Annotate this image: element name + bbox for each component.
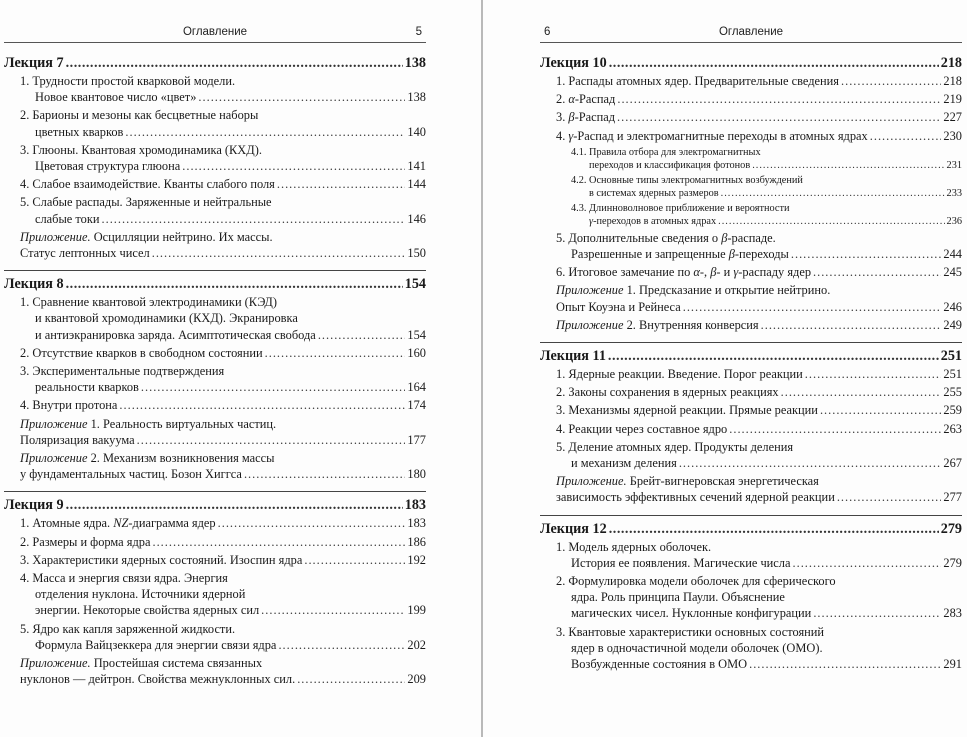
toc-line bbox=[556, 384, 962, 400]
entry-text: Лекция 9 bbox=[4, 497, 64, 514]
entry-text: Статус лептонных чисел bbox=[20, 246, 150, 261]
entry-page-number: 186 bbox=[407, 534, 426, 549]
page-number: 6 bbox=[544, 26, 551, 38]
lecture-block bbox=[540, 54, 962, 333]
toc-entry[interactable] bbox=[556, 230, 962, 262]
entry-page-number: 259 bbox=[943, 403, 962, 418]
entry-page-number: 251 bbox=[940, 348, 962, 365]
dot-leader bbox=[66, 496, 403, 515]
dot-leader bbox=[870, 128, 942, 144]
entry-text: переходов и классификация фотонов bbox=[589, 159, 751, 171]
entry-line: ядра. Роль принципа Паули. Объяснение bbox=[571, 590, 785, 605]
toc-entry[interactable] bbox=[556, 366, 962, 382]
toc-entry[interactable] bbox=[556, 384, 962, 400]
toc-line bbox=[20, 245, 426, 261]
entry-page-number: 230 bbox=[943, 128, 962, 143]
appendix-entry[interactable] bbox=[556, 282, 962, 314]
lecture-heading[interactable] bbox=[540, 342, 962, 366]
entry-page-number: 231 bbox=[946, 159, 962, 171]
lecture-block bbox=[4, 491, 426, 687]
entry-text: γ-переходов в атомных ядрах bbox=[589, 215, 717, 227]
entry-line: Приложение. Брейт-вигнеровская энергетическая bbox=[556, 474, 819, 489]
toc-line bbox=[20, 124, 426, 140]
toc-line bbox=[556, 366, 962, 382]
dot-leader bbox=[182, 158, 405, 174]
entry-text: магических чисел. Нуклонные конфигурации bbox=[571, 606, 812, 621]
entry-page-number: 174 bbox=[407, 398, 426, 413]
page-gutter bbox=[481, 0, 483, 737]
lecture-block bbox=[540, 515, 962, 673]
dot-leader bbox=[718, 215, 944, 228]
toc-entry[interactable] bbox=[20, 552, 426, 568]
entry-page-number: 138 bbox=[407, 90, 426, 105]
toc-line bbox=[556, 109, 962, 125]
dot-leader bbox=[66, 275, 403, 294]
entry-line: 1. Трудности простой кварковой модели. bbox=[20, 74, 236, 88]
toc-entry[interactable] bbox=[556, 439, 962, 471]
entry-text: энергии. Некоторые свойства ядерных сил bbox=[35, 603, 260, 618]
toc-line bbox=[20, 158, 426, 174]
dot-leader bbox=[125, 124, 405, 140]
lecture-heading[interactable] bbox=[4, 270, 426, 294]
dot-leader bbox=[137, 432, 406, 448]
entry-page-number: 183 bbox=[407, 516, 426, 531]
entry-page-number: 164 bbox=[407, 380, 426, 395]
entry-page-number: 192 bbox=[407, 552, 426, 567]
lecture-block bbox=[4, 270, 426, 482]
toc-entry[interactable] bbox=[20, 194, 426, 226]
dot-leader bbox=[304, 552, 405, 568]
entry-text: 1. Ядерные реакции. Введение. Порог реакции bbox=[556, 367, 803, 382]
right-page bbox=[540, 0, 962, 737]
entry-text: цветных кварков bbox=[35, 124, 124, 139]
entry-page-number: 146 bbox=[407, 211, 426, 226]
dot-leader bbox=[752, 159, 944, 172]
toc-entry[interactable] bbox=[20, 345, 426, 361]
entry-line: 1. Сравнение квантовой электродинамики (КЭД) bbox=[20, 295, 277, 310]
toc-subentry[interactable] bbox=[571, 174, 962, 200]
dot-leader bbox=[265, 345, 406, 361]
toc-line bbox=[556, 402, 962, 418]
dot-leader bbox=[813, 605, 941, 621]
dot-leader bbox=[66, 54, 403, 73]
dot-leader bbox=[617, 91, 941, 107]
toc-line bbox=[20, 327, 426, 343]
toc-entry[interactable] bbox=[556, 109, 962, 125]
table-of-contents bbox=[540, 50, 962, 681]
entry-page-number: 144 bbox=[407, 177, 426, 192]
entry-page-number: 227 bbox=[943, 110, 962, 125]
entry-text: 2. Размеры и форма ядра bbox=[20, 534, 151, 549]
toc-line bbox=[556, 73, 962, 89]
appendix-entry[interactable] bbox=[20, 416, 426, 448]
dot-leader bbox=[244, 466, 405, 482]
entry-text: 1. Распады атомных ядер. Предварительные сведения bbox=[556, 74, 839, 88]
toc-entry[interactable] bbox=[556, 539, 962, 571]
table-of-contents bbox=[4, 50, 426, 697]
entry-page-number: 141 bbox=[407, 159, 426, 174]
dot-leader bbox=[781, 384, 942, 400]
lecture-heading[interactable] bbox=[4, 491, 426, 515]
entry-page-number: 279 bbox=[943, 555, 962, 570]
entry-line: 3. Глюоны. Квантовая хромодинамика (КХД). bbox=[20, 142, 262, 157]
entry-page-number: 183 bbox=[404, 497, 426, 514]
dot-leader bbox=[609, 520, 939, 539]
entry-page-number: 245 bbox=[943, 265, 962, 280]
appendix-entry[interactable] bbox=[20, 450, 426, 482]
entry-page-number: 283 bbox=[943, 606, 962, 621]
entry-page-number: 244 bbox=[943, 247, 962, 262]
toc-line bbox=[556, 128, 962, 144]
entry-page-number: 154 bbox=[404, 276, 426, 293]
toc-line bbox=[4, 54, 426, 73]
entry-page-number: 263 bbox=[943, 421, 962, 436]
running-header bbox=[540, 24, 962, 42]
dot-leader bbox=[749, 656, 941, 672]
dot-leader bbox=[729, 421, 941, 437]
entry-line: 5. Дополнительные сведения о β-распаде. bbox=[556, 230, 776, 245]
entry-page-number: 140 bbox=[407, 124, 426, 139]
entry-text: Новое квантовое число «цвет» bbox=[35, 90, 197, 105]
toc-entry[interactable] bbox=[20, 397, 426, 413]
toc-line bbox=[20, 432, 426, 448]
entry-line: 5. Деление атомных ядер. Продукты деления bbox=[556, 439, 794, 454]
entry-text: История ее появления. Магические числа bbox=[571, 555, 791, 570]
left-page bbox=[4, 0, 426, 737]
toc-line bbox=[556, 489, 962, 505]
entry-line: и квантовой хромодинамики (КХД). Экранировка bbox=[35, 311, 298, 326]
entry-page-number: 267 bbox=[943, 456, 962, 471]
toc-line bbox=[556, 555, 962, 571]
dot-leader bbox=[609, 54, 939, 73]
toc-line bbox=[571, 187, 962, 200]
entry-line: 4.1. Правила отбора для электромагнитных bbox=[571, 146, 761, 158]
appendix-entry[interactable] bbox=[20, 655, 426, 687]
entry-page-number: 255 bbox=[943, 385, 962, 400]
entry-page-number: 180 bbox=[407, 467, 426, 482]
entry-text: 4. Слабое взаимодействие. Кванты слабого поля bbox=[20, 177, 275, 192]
entry-text: 2. α-Распад bbox=[556, 92, 616, 107]
entry-text: 4. Внутри протона bbox=[20, 398, 118, 413]
page-number: 5 bbox=[415, 26, 422, 38]
header-rule bbox=[540, 42, 962, 43]
entry-text: Лекция 11 bbox=[540, 348, 606, 365]
toc-entry[interactable] bbox=[20, 621, 426, 653]
entry-line: Приложение 1. Предсказание и открытие нейтрино. bbox=[556, 283, 831, 298]
dot-leader bbox=[198, 89, 405, 105]
toc-line bbox=[556, 317, 962, 333]
entry-text: у фундаментальных частиц. Бозон Хиггса bbox=[20, 467, 242, 482]
dot-leader bbox=[152, 534, 405, 550]
toc-entry[interactable] bbox=[20, 515, 426, 531]
dot-leader bbox=[761, 317, 942, 333]
toc-entry[interactable] bbox=[20, 363, 426, 395]
header-title: Оглавление bbox=[718, 26, 784, 38]
toc-line bbox=[20, 671, 426, 687]
entry-line: ядер в одночастичной модели оболочек (ОМО). bbox=[571, 640, 823, 655]
entry-text: Цветовая структура глюона bbox=[35, 159, 181, 174]
dot-leader bbox=[277, 176, 406, 192]
toc-line bbox=[556, 299, 962, 315]
lecture-heading[interactable] bbox=[4, 54, 426, 73]
toc-line bbox=[556, 91, 962, 107]
toc-entry[interactable] bbox=[20, 570, 426, 619]
appendix-entry[interactable] bbox=[556, 473, 962, 505]
toc-entry[interactable] bbox=[20, 294, 426, 343]
header-title: Оглавление bbox=[182, 26, 248, 38]
toc-entry[interactable] bbox=[556, 73, 962, 89]
entry-line: 5. Слабые распады. Заряженные и нейтральные bbox=[20, 195, 272, 210]
entry-page-number: 219 bbox=[943, 92, 962, 107]
entry-text: Поляризация вакуума bbox=[20, 432, 135, 447]
dot-leader bbox=[683, 299, 942, 315]
entry-line: отделения нуклона. Источники ядерной bbox=[35, 587, 246, 602]
toc-line bbox=[556, 605, 962, 621]
dot-leader bbox=[837, 489, 942, 505]
entry-line: 3. Квантовые характеристики основных состояний bbox=[556, 624, 825, 639]
toc-line bbox=[20, 534, 426, 550]
entry-text: нуклонов — дейтрон. Свойства межнуклонных сил. bbox=[20, 672, 296, 687]
toc-line bbox=[20, 515, 426, 531]
entry-page-number: 199 bbox=[407, 603, 426, 618]
entry-text: и механизм деления bbox=[571, 456, 677, 471]
running-header bbox=[4, 24, 426, 42]
entry-line: 4. Масса и энергия связи ядра. Энергия bbox=[20, 571, 228, 586]
dot-leader bbox=[102, 211, 406, 227]
entry-page-number: 291 bbox=[943, 657, 962, 672]
toc-line bbox=[556, 455, 962, 471]
appendix-entry[interactable] bbox=[20, 229, 426, 261]
dot-leader bbox=[805, 366, 942, 382]
lecture-block bbox=[540, 342, 962, 506]
entry-text: 1. Атомные ядра. NZ-диаграмма ядер bbox=[20, 516, 216, 531]
entry-text: 3. β-Распад bbox=[556, 110, 616, 125]
toc-line bbox=[20, 176, 426, 192]
toc-entry[interactable] bbox=[556, 624, 962, 673]
dot-leader bbox=[679, 455, 942, 471]
entry-text: Формула Вайцзеккера для энергии связи ядра bbox=[35, 637, 277, 652]
toc-line bbox=[20, 379, 426, 395]
toc-line bbox=[20, 89, 426, 105]
entry-page-number: 202 bbox=[407, 637, 426, 652]
entry-text: и антиэкранировка заряда. Асимптотическая свобода bbox=[35, 327, 316, 342]
lecture-block bbox=[4, 54, 426, 261]
dot-leader bbox=[721, 187, 945, 200]
entry-text: 4. γ-Распад и электромагнитные переходы в атомных ядрах bbox=[556, 128, 868, 143]
entry-text: Лекция 8 bbox=[4, 276, 64, 293]
entry-line: 4.3. Длинноволновое приближение и вероятности bbox=[571, 202, 790, 214]
entry-page-number: 154 bbox=[407, 327, 426, 342]
entry-page-number: 277 bbox=[943, 490, 962, 505]
entry-page-number: 218 bbox=[940, 55, 962, 71]
entry-page-number: 177 bbox=[407, 432, 426, 447]
toc-line bbox=[20, 466, 426, 482]
toc-subentry[interactable] bbox=[571, 202, 962, 228]
entry-page-number: 236 bbox=[946, 215, 962, 227]
entry-page-number: 209 bbox=[407, 672, 426, 687]
dot-leader bbox=[119, 397, 405, 413]
toc-entry[interactable] bbox=[556, 128, 962, 144]
entry-text: слабые токи bbox=[35, 211, 100, 226]
toc-entry[interactable] bbox=[556, 91, 962, 107]
toc-line bbox=[4, 275, 426, 294]
dot-leader bbox=[813, 264, 941, 280]
toc-line bbox=[556, 264, 962, 280]
dot-leader bbox=[793, 555, 942, 571]
entry-text: 3. Механизмы ядерной реакции. Прямые реакции bbox=[556, 403, 818, 418]
dot-leader bbox=[791, 246, 942, 262]
entry-text: Лекция 12 bbox=[540, 520, 607, 537]
entry-page-number: 150 bbox=[407, 246, 426, 261]
entry-line: Приложение 1. Реальность виртуальных частиц. bbox=[20, 416, 277, 431]
entry-line: 5. Ядро как капля заряженной жидкости. bbox=[20, 621, 236, 636]
toc-entry[interactable] bbox=[556, 402, 962, 418]
entry-text: 2. Законы сохранения в ядерных реакциях bbox=[556, 385, 779, 400]
dot-leader bbox=[152, 245, 406, 261]
appendix-entry[interactable] bbox=[556, 317, 962, 333]
entry-text: Лекция 10 bbox=[540, 55, 607, 71]
dot-leader bbox=[617, 109, 941, 125]
entry-line: 4.2. Основные типы электромагнитных возбуждений bbox=[571, 174, 803, 186]
toc-entry[interactable] bbox=[556, 264, 962, 280]
toc-line bbox=[540, 520, 962, 539]
entry-page-number: 233 bbox=[946, 187, 962, 199]
toc-entry[interactable] bbox=[556, 421, 962, 437]
dot-leader bbox=[318, 327, 406, 343]
entry-text: Разрешенные и запрещенные β-переходы bbox=[571, 247, 789, 262]
toc-line bbox=[20, 211, 426, 227]
toc-entry[interactable] bbox=[20, 176, 426, 192]
entry-line: 2. Барионы и мезоны как бесцветные наборы bbox=[20, 108, 259, 123]
entry-page-number: 218 bbox=[943, 74, 962, 88]
toc-line bbox=[556, 421, 962, 437]
entry-line: 3. Экспериментальные подтверждения bbox=[20, 364, 225, 379]
toc-line bbox=[20, 345, 426, 361]
dot-leader bbox=[841, 73, 941, 89]
toc-line bbox=[4, 496, 426, 515]
entry-text: 3. Характеристики ядерных состояний. Изоспин ядра bbox=[20, 552, 303, 567]
toc-subentry[interactable] bbox=[571, 146, 962, 172]
dot-leader bbox=[297, 671, 405, 687]
lecture-heading[interactable] bbox=[540, 515, 962, 539]
entry-text: 6. Итоговое замечание по α-, β- и γ-распаду ядер bbox=[556, 265, 812, 280]
toc-line bbox=[540, 347, 962, 366]
entry-text: в системах ядерных размеров bbox=[589, 187, 719, 199]
entry-text: Приложение 2. Внутренняя конверсия bbox=[556, 317, 759, 332]
dot-leader bbox=[218, 515, 406, 531]
dot-leader bbox=[608, 347, 939, 366]
toc-entry[interactable] bbox=[20, 107, 426, 139]
entry-line: 2. Формулировка модели оболочек для сферического bbox=[556, 574, 836, 589]
toc-line bbox=[571, 215, 962, 228]
toc-line bbox=[20, 397, 426, 413]
entry-page-number: 249 bbox=[943, 317, 962, 332]
toc-line bbox=[20, 552, 426, 568]
dot-leader bbox=[820, 402, 941, 418]
entry-text: 2. Отсутствие кварков в свободном состоянии bbox=[20, 345, 263, 360]
entry-text: Опыт Коуэна и Рейнеса bbox=[556, 299, 681, 314]
toc-line bbox=[540, 54, 962, 73]
entry-page-number: 138 bbox=[404, 55, 426, 71]
header-rule bbox=[4, 42, 426, 43]
toc-entry[interactable] bbox=[20, 534, 426, 550]
entry-page-number: 160 bbox=[407, 345, 426, 360]
entry-line: Приложение. Простейшая система связанных bbox=[20, 656, 263, 671]
toc-entry[interactable] bbox=[20, 73, 426, 105]
toc-line bbox=[20, 602, 426, 618]
entry-text: Лекция 7 bbox=[4, 55, 64, 71]
toc-line bbox=[571, 159, 962, 172]
toc-line bbox=[20, 637, 426, 653]
entry-text: 4. Реакции через составное ядро bbox=[556, 421, 728, 436]
lecture-heading[interactable] bbox=[540, 54, 962, 73]
dot-leader bbox=[278, 637, 405, 653]
dot-leader bbox=[141, 379, 406, 395]
toc-entry[interactable] bbox=[556, 573, 962, 622]
entry-text: зависимость эффективных сечений ядерной реакции bbox=[556, 490, 835, 505]
entry-text: реальности кварков bbox=[35, 380, 139, 395]
toc-line bbox=[556, 656, 962, 672]
entry-page-number: 279 bbox=[940, 520, 962, 537]
toc-entry[interactable] bbox=[20, 142, 426, 174]
entry-text: Возбужденные состояния в ОМО bbox=[571, 657, 748, 672]
entry-page-number: 246 bbox=[943, 299, 962, 314]
entry-line: 1. Модель ядерных оболочек. bbox=[556, 539, 712, 554]
dot-leader bbox=[261, 602, 405, 618]
entry-line: Приложение 2. Механизм возникновения массы bbox=[20, 451, 275, 466]
toc-line bbox=[556, 246, 962, 262]
entry-line: Приложение. Осцилляции нейтрино. Их массы. bbox=[20, 229, 273, 244]
entry-page-number: 251 bbox=[943, 367, 962, 382]
